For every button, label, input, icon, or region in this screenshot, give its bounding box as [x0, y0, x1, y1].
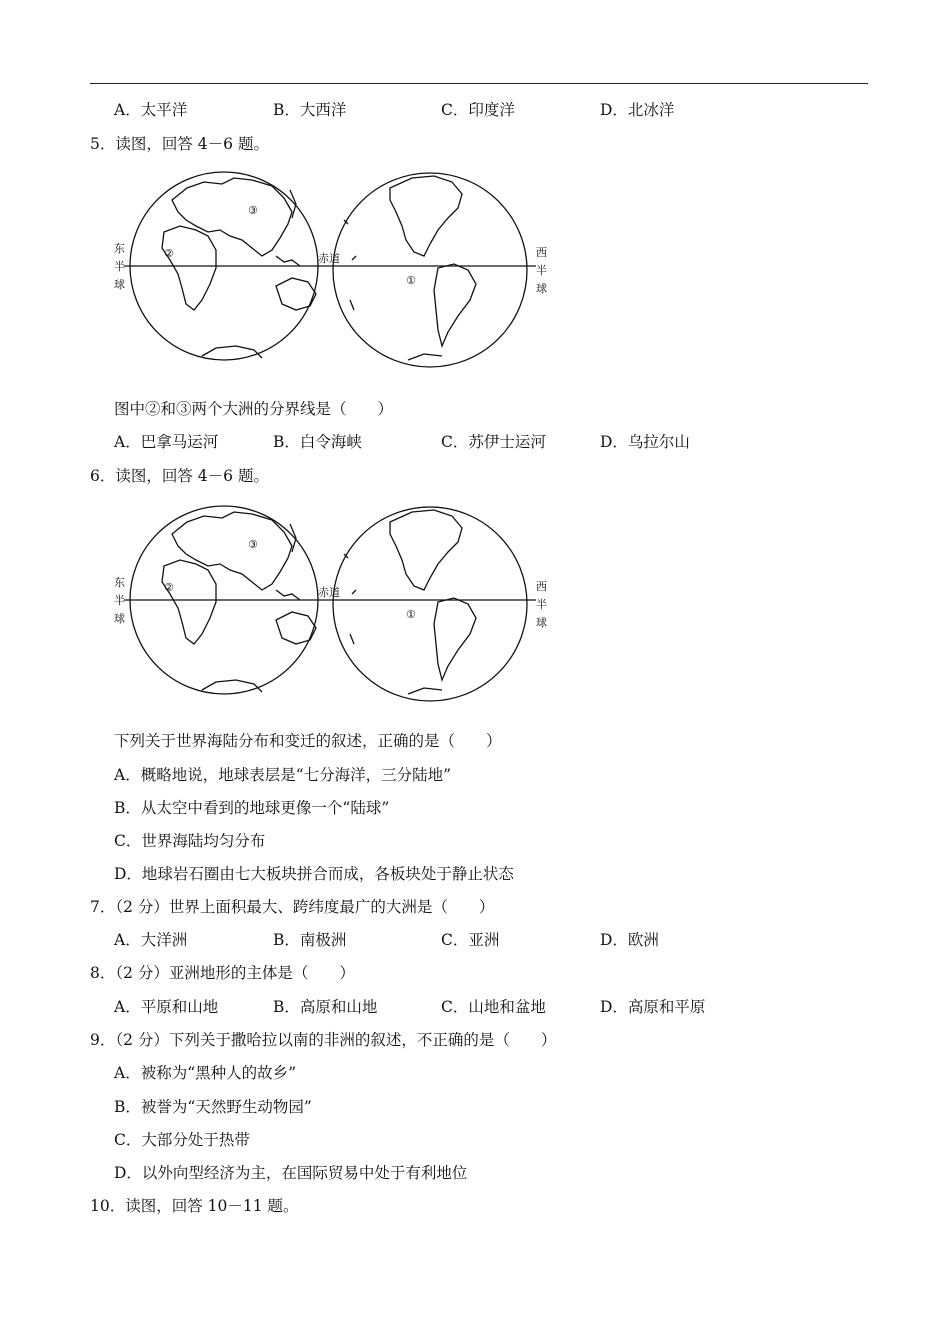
q9-option-a[interactable]: A．被称为“黑种人的故乡”	[114, 1064, 297, 1082]
q4-option-d[interactable]: D．北冰洋	[600, 101, 675, 119]
eurasia-outline	[172, 178, 292, 256]
eurasia-outline-2	[172, 512, 292, 590]
antarctica-outline-2	[202, 680, 262, 692]
south-america-outline-2	[434, 598, 476, 680]
south-america-outline	[434, 264, 476, 346]
q5-hemisphere-map	[112, 160, 552, 380]
islands-outline-2	[276, 590, 300, 600]
pacific-islands-2	[344, 554, 356, 644]
q8-option-d[interactable]: D．高原和平原	[600, 998, 706, 1016]
equator-label: 赤道	[318, 252, 340, 265]
hemisphere-map-svg	[112, 160, 552, 380]
equator-label: 赤道	[318, 586, 340, 599]
africa-outline-2	[162, 560, 216, 644]
east-label-3: 球	[114, 612, 125, 625]
q9-option-d[interactable]: D．以外向型经济为主，在国际贸易中处于有利地位	[114, 1164, 468, 1182]
q8-option-b[interactable]: B．高原和山地	[273, 998, 378, 1016]
west-hemisphere-circle	[333, 173, 527, 367]
west-label-3: 球	[536, 282, 547, 295]
header-rule	[90, 83, 868, 84]
antarctica-west-outline-2	[408, 688, 442, 694]
q5-title: 5．读图，回答 4－6 题。	[90, 135, 269, 153]
west-label-1: 西	[536, 246, 547, 259]
marker-2: ②	[164, 247, 174, 260]
pacific-islands	[344, 220, 356, 310]
north-america-outline	[390, 176, 462, 256]
q5-option-c[interactable]: C．苏伊士运河	[441, 433, 546, 451]
q9-option-c[interactable]: C．大部分处于热带	[114, 1131, 250, 1149]
q7-option-a[interactable]: A．大洋洲	[114, 931, 188, 949]
q6-option-b[interactable]: B．从太空中看到的地球更像一个“陆球”	[114, 799, 390, 817]
q5-question: 图中②和③两个大洲的分界线是（ ）	[114, 400, 394, 418]
west-hemisphere-circle-2	[333, 507, 527, 701]
q6-option-d[interactable]: D．地球岩石圈由七大板块拼合而成，各板块处于静止状态	[114, 865, 514, 883]
q7-option-b[interactable]: B．南极洲	[273, 931, 347, 949]
q8-option-a[interactable]: A．平原和山地	[114, 998, 219, 1016]
east-label-1: 东	[114, 242, 125, 255]
q9-option-b[interactable]: B．被誉为“天然野生动物园”	[114, 1098, 312, 1116]
q7-option-c[interactable]: C．亚洲	[441, 931, 500, 949]
q6-option-c[interactable]: C．世界海陆均匀分布	[114, 832, 266, 850]
q4-option-b[interactable]: B．大西洋	[273, 101, 347, 119]
q8-title: 8．（2 分）亚洲地形的主体是（ ）	[90, 964, 355, 982]
q7-option-d[interactable]: D．欧洲	[600, 931, 659, 949]
west-label-2: 半	[536, 264, 547, 277]
q6-title: 6．读图，回答 4－6 题。	[90, 467, 269, 485]
east-label-2: 半	[114, 260, 125, 273]
q4-option-a[interactable]: A．太平洋	[114, 101, 188, 119]
q5-option-a[interactable]: A．巴拿马运河	[114, 433, 219, 451]
east-label-1: 东	[114, 576, 125, 589]
marker-1: ①	[406, 608, 416, 621]
antarctica-outline	[202, 346, 262, 358]
q6-hemisphere-map	[112, 494, 552, 714]
australia-outline	[276, 278, 316, 310]
north-america-outline-2	[390, 510, 462, 590]
west-label-2: 半	[536, 598, 547, 611]
west-label-1: 西	[536, 580, 547, 593]
hemisphere-map-svg-2	[112, 494, 552, 714]
east-label-2: 半	[114, 594, 125, 607]
east-label-3: 球	[114, 278, 125, 291]
marker-3: ③	[248, 538, 258, 551]
q5-option-b[interactable]: B．白令海峡	[273, 433, 362, 451]
q4-option-c[interactable]: C．印度洋	[441, 101, 515, 119]
q8-option-c[interactable]: C．山地和盆地	[441, 998, 546, 1016]
antarctica-west-outline	[408, 354, 442, 360]
australia-outline-2	[276, 612, 316, 644]
marker-3: ③	[248, 204, 258, 217]
west-label-3: 球	[536, 616, 547, 629]
marker-1: ①	[406, 274, 416, 287]
q9-title: 9．（2 分）下列关于撒哈拉以南的非洲的叙述，不正确的是（ ）	[90, 1031, 557, 1049]
q6-question: 下列关于世界海陆分布和变迁的叙述，正确的是（ ）	[114, 732, 502, 750]
q7-title: 7．（2 分）世界上面积最大、跨纬度最广的大洲是（ ）	[90, 898, 495, 916]
q10-title: 10．读图，回答 10－11 题。	[90, 1197, 299, 1215]
q6-option-a[interactable]: A．概略地说，地球表层是“七分海洋，三分陆地”	[114, 766, 452, 784]
q5-option-d[interactable]: D．乌拉尔山	[600, 433, 690, 451]
africa-outline	[162, 226, 216, 310]
islands-outline	[276, 256, 300, 266]
marker-2: ②	[164, 581, 174, 594]
